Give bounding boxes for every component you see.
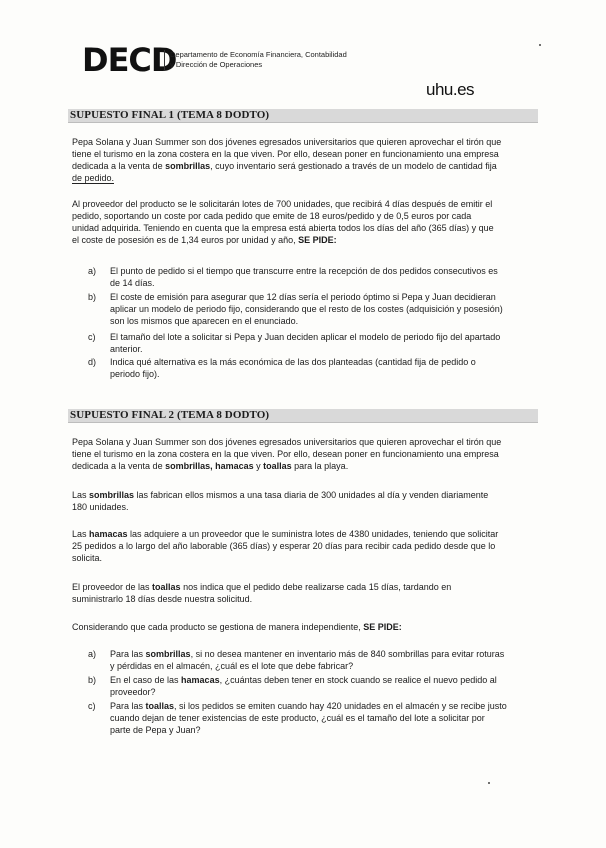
text-run: las adquiere a un proveedor que le suministra lotes de 4380 unidades, teniendo que solicitar	[127, 529, 499, 539]
bold-toallas: toallas	[152, 582, 181, 592]
text-line: El punto de pedido si el tiempo que transcurre entre la recepción de dos pedidos consecutivos es	[110, 266, 498, 276]
text-run: para la playa.	[291, 461, 349, 471]
text-line: 180 unidades.	[72, 502, 129, 512]
text-line	[110, 648, 536, 660]
text-run: , ¿cuántas deben tener en stock cuando se realice el nuevo pedido al	[219, 675, 497, 685]
item-label: d)	[88, 357, 97, 367]
text-run: las fabrican ellos mismos a una tasa diaria de 300 unidades al día y venden diariamente	[134, 490, 489, 500]
department-line-2: y Dirección de Operaciones	[170, 60, 263, 69]
text-run: Para las	[110, 649, 146, 659]
section-2-paragraph-3	[72, 528, 534, 564]
section-2-paragraph-4	[72, 581, 534, 605]
text-line	[72, 160, 534, 172]
text-run: , cuyo inventario será gestionado a través de un modelo de cantidad fija	[210, 161, 497, 171]
text-run: dedicada a la venta de	[72, 461, 166, 471]
se-pide-label: SE PIDE:	[298, 235, 337, 245]
item-label: b)	[88, 292, 97, 302]
text-run: nos indica que el pedido debe realizarse cada 15 días, tardando en	[180, 582, 452, 592]
item-label: a)	[88, 649, 97, 659]
bold-term-sombrillas: sombrillas	[165, 161, 211, 171]
section-2-paragraph-2	[72, 489, 534, 513]
text-line	[110, 700, 536, 712]
text-line: 25 pedidos a lo largo del año laborable (365 días) y esperar 20 días para recibir cada pedido desde que lo	[72, 541, 496, 551]
department-line-1: Departamento de Economía Financiera, Contabilidad	[170, 50, 347, 59]
text-line	[72, 460, 534, 472]
text-line: proveedor?	[110, 687, 156, 697]
text-line: periodo fijo).	[110, 369, 160, 379]
bold-term: toallas	[145, 701, 175, 711]
text-line: aplicar un modelo de periodo fijo, considerando que el resto de los costes (adquisición y posesión)	[110, 304, 503, 314]
item-label: c)	[88, 332, 96, 342]
text-line: anterior.	[110, 344, 143, 354]
text-line: Pepa Solana y Juan Summer son dos jóvenes egresados universitarios que quieren aprovechar el tirón que	[72, 437, 502, 447]
bold-sombrillas: sombrillas	[89, 490, 135, 500]
text-line: Indica qué alternativa es la más económica de las dos planteadas (cantidad fija de pedido o	[110, 357, 476, 367]
text-run: Para las	[110, 701, 146, 711]
text-line	[72, 621, 534, 633]
text-line	[72, 489, 534, 501]
text-line: y pérdidas en el almacén, ¿cuál es el lote que debe fabricar?	[110, 661, 354, 671]
text-line: de 14 días.	[110, 278, 155, 288]
text-line	[110, 674, 536, 686]
section-1-title: SUPUESTO FINAL 1 (TEMA 8 DODTO)	[70, 109, 270, 121]
text-line: El tamaño del lote a solicitar si Pepa y Juan deciden aplicar el modelo de periodo fijo del apartado	[110, 332, 501, 342]
text-line	[72, 528, 534, 540]
text-line: solicita.	[72, 553, 103, 563]
text-run: El proveedor de las	[72, 582, 153, 592]
text-run: y	[253, 461, 264, 471]
text-line: parte de Pepa y Juan?	[110, 725, 201, 735]
section-1-paragraph-2	[72, 198, 534, 246]
bold-term: hamacas	[181, 675, 220, 685]
text-line	[72, 581, 534, 593]
section-1-title-bar	[68, 109, 538, 123]
text-line: Pepa Solana y Juan Summer son dos jóvenes egresados universitarios que quieren aprovechar el tirón que	[72, 137, 502, 147]
se-pide-label: SE PIDE:	[363, 622, 402, 632]
item-label: a)	[88, 266, 97, 276]
section-1-paragraph-1	[72, 136, 534, 184]
item-label: b)	[88, 675, 97, 685]
text-line: unidad adquirida. Teniendo en cuenta que la empresa está abierta todos los días del año (365 días) y que	[72, 223, 494, 233]
text-line: son los mismos que aparecen en el enunciado.	[110, 316, 299, 326]
text-line: tiene el turismo en la zona costera en la que viven. Por ello, desean poner en funcionamiento una empresa	[72, 149, 499, 159]
text-line	[72, 234, 534, 246]
bold-products: sombrillas, hamacas	[165, 461, 254, 471]
text-line: suministrarlo 18 días desde nuestra solicitud.	[72, 594, 253, 604]
section-2-title: SUPUESTO FINAL 2 (TEMA 8 DODTO)	[70, 409, 270, 421]
text-run: Las	[72, 490, 90, 500]
handwritten-underline-text: de pedido.	[72, 173, 115, 183]
text-run: dedicada a la venta de	[72, 161, 166, 171]
text-line	[72, 172, 534, 184]
text-run: el coste de posesión es de 1,34 euros por unidad y año,	[72, 235, 299, 245]
bold-term: sombrillas	[145, 649, 191, 659]
text-run: , si no desea mantener en inventario más de 840 sombrillas para evitar roturas	[190, 649, 505, 659]
text-run: , si los pedidos se emiten cuando hay 420 unidades en el almacén y se recibe justo	[174, 701, 507, 711]
item-label: c)	[88, 701, 96, 711]
text-line: cuando dejan de tener existencias de este producto, ¿cuál es el tamaño del lote a solicitar por	[110, 713, 485, 723]
section-2-paragraph-1	[72, 436, 534, 472]
text-run: En el caso de las	[110, 675, 182, 685]
text-run: Considerando que cada producto se gestiona de manera independiente,	[72, 622, 364, 632]
section-2-paragraph-5	[72, 621, 534, 633]
text-line: tiene el turismo en la zona costera en la que viven. Por ello, desean poner en funcionamiento una empresa	[72, 449, 499, 459]
department-name	[164, 50, 360, 70]
scan-speck	[539, 44, 541, 46]
section-2-title-bar	[68, 409, 538, 423]
bold-hamacas: hamacas	[89, 529, 128, 539]
decd-logo: DECD	[82, 41, 177, 79]
text-line: pedido, soportando un coste por cada pedido que emite de 18 euros/pedido y de 0,5 euros por cada	[72, 211, 472, 221]
university-logo: uhu.es	[426, 80, 475, 99]
text-run: Las	[72, 529, 90, 539]
text-line: El coste de emisión para asegurar que 12 días sería el periodo óptimo si Pepa y Juan decidieran	[110, 292, 496, 302]
bold-toallas: toallas	[263, 461, 292, 471]
scan-speck	[488, 782, 490, 784]
text-line: Al proveedor del producto se le solicitarán lotes de 700 unidades, que recibirá 4 días después de emitir el	[72, 199, 493, 209]
